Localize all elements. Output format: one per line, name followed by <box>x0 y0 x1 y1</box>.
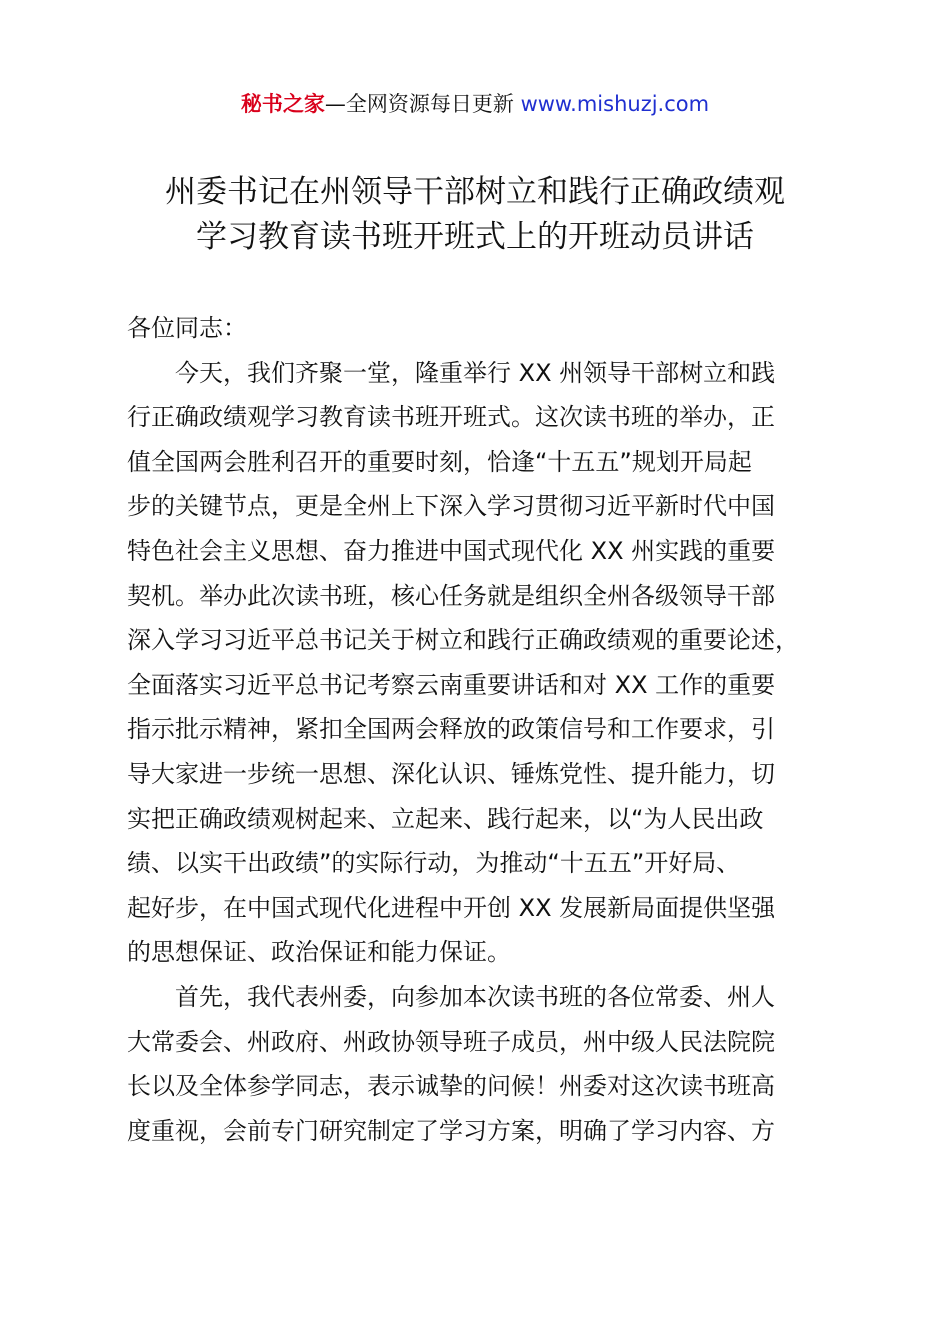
site-header <box>0 88 950 120</box>
paragraph-line: 绩、以实干出政绩”的实际行动，为推动“十五五”开好局、 <box>127 849 741 878</box>
title-line: 州委书记在州领导干部树立和践行正确政绩观 <box>165 174 785 210</box>
brand-name: 秘书之家 <box>240 92 325 116</box>
document-body <box>127 306 832 1153</box>
paragraph-line: 大常委会、州政府、州政协领导班子成员，州中级人民法院院 <box>127 1027 775 1056</box>
paragraph-line: 行正确政绩观学习教育读书班开班式。这次读书班的举办，正 <box>127 403 775 432</box>
paragraph-line: 全面落实习近平总书记考察云南重要讲话和对 XX 工作的重要 <box>127 670 776 699</box>
paragraph-line: 今天，我们齐聚一堂，隆重举行 XX 州领导干部树立和践 <box>175 358 776 387</box>
paragraph-line: 实把正确政绩观树起来、立起来、践行起来，以“为人民出政 <box>127 804 764 833</box>
site-url[interactable]: www.mishuzj.com <box>520 92 710 116</box>
paragraph-line: 步的关键节点，更是全州上下深入学习贯彻习近平新时代中国 <box>127 492 775 521</box>
salutation: 各位同志： <box>127 314 247 342</box>
paragraph-line: 首先，我代表州委，向参加本次读书班的各位常委、州人 <box>175 982 775 1011</box>
paragraph-line: 特色社会主义思想、奋力推进中国式现代化 XX 州实践的重要 <box>127 536 776 565</box>
paragraph-line: 契机。举办此次读书班，核心任务就是组织全州各级领导干部 <box>127 581 775 610</box>
header-tagline: —全网资源每日更新 <box>324 92 521 116</box>
document-title <box>80 170 870 260</box>
paragraph-line: 起好步，在中国式现代化进程中开创 XX 发展新局面提供坚强 <box>127 893 776 922</box>
title-line: 学习教育读书班开班式上的开班动员讲话 <box>196 219 754 255</box>
paragraph-line: 度重视，会前专门研究制定了学习方案，明确了学习内容、方 <box>127 1116 775 1145</box>
paragraph-line: 长以及全体参学同志，表示诚挚的问候！州委对这次读书班高 <box>127 1072 775 1101</box>
paragraph-line: 导大家进一步统一思想、深化认识、锤炼党性、提升能力，切 <box>127 759 775 788</box>
paragraph-line: 的思想保证、政治保证和能力保证。 <box>127 938 511 967</box>
paragraph-line: 指示批示精神，紧扣全国两会释放的政策信号和工作要求，引 <box>127 715 775 744</box>
paragraph-line: 深入学习习近平总书记关于树立和践行正确政绩观的重要论述， <box>127 626 799 655</box>
paragraph-line: 值全国两会胜利召开的重要时刻，恰逢“十五五”规划开局起 <box>127 447 752 476</box>
